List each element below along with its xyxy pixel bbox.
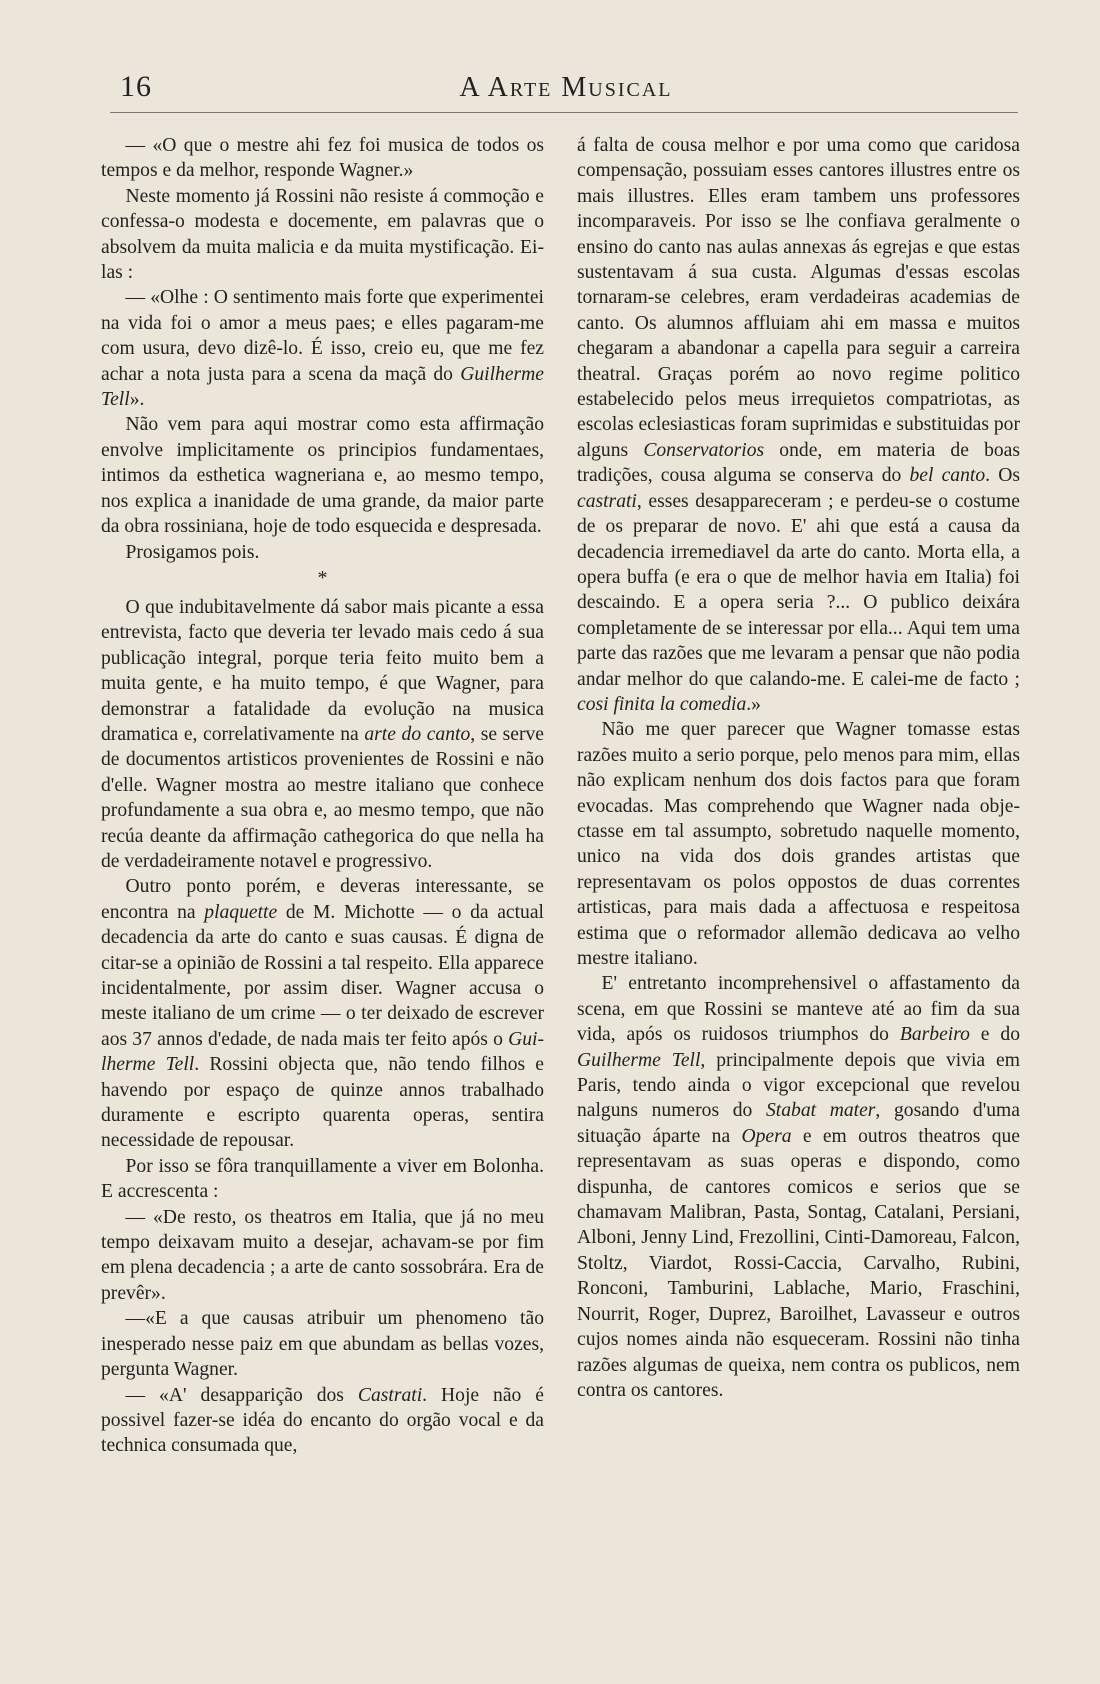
- text-run: — «A' desapparição dos: [125, 1384, 358, 1406]
- italic-text: castrati: [577, 490, 637, 512]
- page-number: 16: [120, 70, 152, 103]
- paragraph: [101, 1383, 544, 1459]
- paragraph: [101, 540, 544, 565]
- italic-text: cosi finita la comedia: [577, 693, 747, 715]
- running-title: A Arte Musical: [459, 72, 673, 103]
- italic-text: plaquette: [204, 901, 278, 923]
- paragraph: [101, 412, 544, 539]
- text-run: onde, em materia de boas tradições, cousa alguma se conserva do: [577, 439, 1020, 487]
- page-header: [112, 70, 1020, 114]
- text-run: ».: [129, 389, 145, 411]
- paragraph: [101, 1205, 544, 1307]
- text-run: Por isso se fôra tranquillamente a viver em Bolonha. E accrescenta :: [101, 1155, 544, 1203]
- paragraph: [101, 1154, 544, 1205]
- text-run: e do: [969, 1024, 1021, 1046]
- text-run: , principalmente depois que vivia em Paris, tendo ainda o vigor excepcional que revelou nalguns numeros do: [577, 1049, 1020, 1122]
- text-run: — «O que o mestre ahi fez foi musica de todos os tempos e da melhor, responde Wagner.»: [101, 135, 544, 182]
- paragraph: [101, 874, 544, 1153]
- text-run: Outro ponto porém, e deveras interessante, se encontra na: [101, 876, 544, 923]
- text-run: O que indubitavelmente dá sabor mais picante a essa entrevista, facto que deveria ter levado mais cedo á sua publicação integral, porque teria feito muito bem a muita gente, e ha muito tempo, é que Wagner, para demonstrar a fatalidade da evolução na musica dramatica e, correlativamente na: [101, 596, 544, 745]
- text-run: .»: [746, 693, 761, 715]
- italic-text: Barbeiro: [899, 1024, 970, 1046]
- italic-text: Castrati: [357, 1384, 423, 1406]
- text-run: de M. Michotte — o da actual decadencia da arte do canto e suas causas. É digna de citar-se a opinião de Rossini a tal respeito. Ella apparece incidentalmente, por assim diser. Wagner accusa o meste italiano de um crime — o ter deixado de escrever aos 37 annos d'edade, de nada mais ter feito após o: [101, 901, 544, 1050]
- paragraph: [101, 1306, 544, 1382]
- italic-text: arte do canto: [364, 723, 471, 745]
- text-run: . Rossini objecta que, não tendo filhos e havendo por espaço de quinze annos trabalhado duramente e escripto quarenta operas, sentira necessidade de repousar.: [101, 1054, 544, 1152]
- text-run: Prosigamos pois.: [125, 541, 260, 563]
- left-column: [101, 133, 544, 1459]
- text-run: Neste momento já Rossini não resiste á commoção e confessa-o modesta e docemente, em palavras que o absolvem da muita malicia e da muita mystificação. Ei-las :: [101, 185, 544, 284]
- paragraph: [101, 285, 544, 412]
- italic-text: Guilherme Tell: [101, 363, 544, 411]
- text-run: — «De resto, os theatros em Italia, que já no meu tempo deixavam muito a desejar, achavam-se por fim em plena decadencia ; a arte de canto sossobrára. Era de prevêr».: [101, 1206, 544, 1304]
- text-run: — «Olhe : O sentimento mais forte que experimentei na vida foi o amor a meus paes; e elles pagaram-me com usura, devo dizê-lo. É isso, creio eu, que me fez achar a nota justa para a scena da maçã do: [101, 287, 544, 385]
- paragraph: [101, 133, 544, 184]
- paragraph: [577, 717, 1020, 971]
- text-run: , gosando d'uma situação áparte na: [577, 1100, 1020, 1147]
- text-run: . Hoje não é possivel fazer-se idéa do encanto do orgão vocal e da technica consumada que,: [101, 1384, 544, 1457]
- paragraph: [101, 595, 544, 874]
- section-separator: *: [317, 566, 328, 589]
- italic-text: Opera: [741, 1125, 792, 1147]
- text-run: —«E a que causas atribuir um phenomeno tão inesperado nesse paiz em que abundam as bellas vozes, pergunta Wagner.: [101, 1308, 544, 1381]
- header-rule: [110, 112, 1018, 113]
- italic-text: Guilherme Tell: [101, 1028, 544, 1076]
- text-run: e em outros theatros que representavam as suas operas e dispondo, como dispunha, de cantores comicos e serios que se chamavam Malibran, Pasta, Sontag, Catalani, Persiani, Alboni, Jenny Lind, Frezollini, Cinti-Damoreau, Falcon, Stoltz, Viardot, Rossi-Caccia, Carvalho, Rubini, Ronconi, Tamburini, Lablache, Mario, Fraschini, Nourrit, Roger, Duprez, Baroilhet, Lavasseur e outros cujos nomes ainda não esqueceram. Rossini não tinha razões algumas de queixa, nem contra os publicos, nem contra os cantores.: [577, 1125, 1020, 1401]
- italic-text: Conservatorios: [643, 439, 765, 461]
- text-run: , se serve de documentos artisticos provenientes de Rossini e não d'elle. Wagner mostra ao mestre italiano que conhece profundamente a sua obra e, ao mesmo tempo, que não recúa deante da affirmação cathegorica do que nella ha de verdadeiramente notavel e progressivo.: [101, 723, 545, 872]
- text-run: á falta de cousa melhor e por uma como que caridosa compensação, possuiam esses cantores illustres entre os mais illustres. Elles eram tambem uns professores incomparaveis. Por isso se lhe confiava geralmente o ensino do canto nas aulas annexas ás egrejas e que estas sustentavam á sua custa. Algumas d'essas escolas tornaram-se celebres, eram verdadeiras academias de canto. Os alumnos affluiam ahi em massa e muitos chegaram a abandonar a capella para seguir a carreira theatral. Graças porém ao novo regime politico estabelecido pelos meus irrequietos compatriotas, as escolas eclesiasticas foram suprimidas e substituidas por alguns: [577, 135, 1020, 461]
- text-run: E' entretanto incomprehensivel o affastamento da scena, em que Rossini se manteve até ao fim da sua vida, após os ruidosos triumphos do: [577, 973, 1020, 1046]
- italic-text: bel canto: [909, 465, 986, 487]
- text-run: , esses desappareceram ; e perdeu-se o costume de os preparar de novo. E' ahi que está a causa da decadencia irremediavel da arte do canto. Morta ella, a opera buffa (e era o que de melhor havia em Italia) foi descaindo. E a opera seria ?... O publico deixára completamente de se interessar por ella... Aqui tem uma parte das razões que me levaram a pensar que não podia andar melhor do que calando-me. E calei-me de facto ;: [577, 490, 1020, 690]
- paragraph: [577, 971, 1020, 1403]
- italic-text: Stabat mater: [765, 1100, 876, 1122]
- right-column: [577, 133, 1020, 1403]
- text-run: Não vem para aqui mostrar como esta affirmação envolve implicitamente os principios fundamentaes, intimos da esthetica wagneriana e, ao mesmo tempo, nos explica a inanidade de uma grande, da maior parte da obra rossiniana, hoje de todo esquecida e despresada.: [101, 414, 544, 538]
- italic-text: Guilherme Tell: [577, 1049, 701, 1071]
- text-run: . Os: [985, 465, 1021, 487]
- paragraph: [101, 184, 544, 286]
- paragraph: [577, 133, 1020, 717]
- text-run: Não me quer parecer que Wagner tomasse estas razões muito a serio porque, pelo menos para mim, ellas não explicam nenhum dos dois factos para que foram evocadas. Mas comprehendo que Wagner nada objectasse em tal assumpto, sobretudo naquelle momento, unico na vida dos dois grandes artistas que representavam os polos oppostos de duas correntes artisticas, para mais dada a affectuosa e respeitosa estima que o reformador allemão dedicava ao velho mestre italiano.: [577, 719, 1020, 969]
